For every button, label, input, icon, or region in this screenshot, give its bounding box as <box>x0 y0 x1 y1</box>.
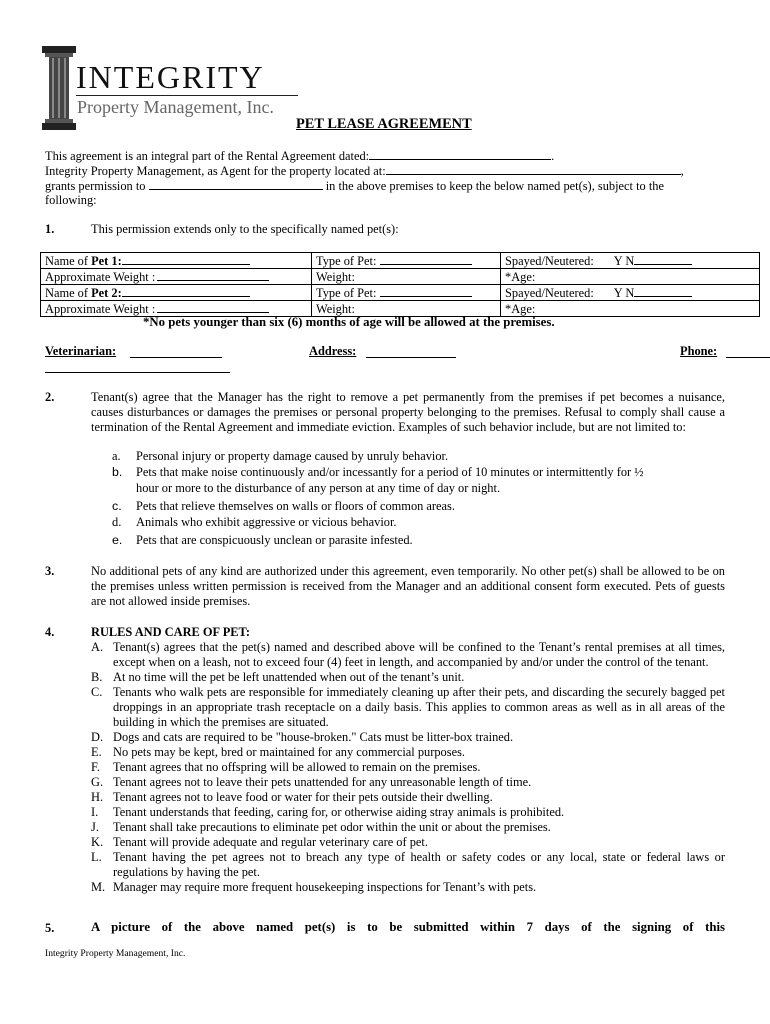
section-5-number: 5. <box>45 921 55 935</box>
rule-item <box>91 640 725 670</box>
label: Name of <box>45 286 92 300</box>
item-text: Tenant(s) agrees that the pet(s) named and described above will be confined to the Tenant’s rental premises at all times, except when on a leash, not to exceed four (4) feet in length, and accompanied by and/or under the control of the tenant. <box>113 640 725 669</box>
pet-1-name-field[interactable] <box>122 253 250 265</box>
pet-1-approx-weight-field[interactable] <box>157 269 269 281</box>
intro-punct-2: , <box>680 164 684 178</box>
logo-subtitle: Property Management, Inc. <box>77 97 274 117</box>
item-text: Pets that make noise continuously and/or incessantly for a period of 10 minutes or intermittently for ½ <box>136 465 644 479</box>
rule-item <box>91 775 725 790</box>
pet-2-spayed-cell[interactable] <box>501 285 760 301</box>
section-5-text: A picture of the above named pet(s) is to be submitted within 7 days of the signing of this <box>91 920 725 934</box>
item-text: Animals who exhibit aggressive or vicious behavior. <box>136 515 397 529</box>
yn-options[interactable]: Y N <box>613 286 635 300</box>
pet-1-age-cell[interactable] <box>501 269 760 285</box>
vet-line-3[interactable] <box>726 357 770 358</box>
item-letter: d. <box>112 515 122 529</box>
list-item-continued <box>112 481 732 499</box>
intro-text-3b: in the above premises to keep the below named pet(s), subject to the <box>325 179 664 193</box>
pet-1-type-field[interactable] <box>380 253 472 265</box>
rule-item <box>91 760 725 775</box>
section-2-list <box>112 449 732 549</box>
section-3-number: 3. <box>45 564 55 578</box>
item-letter: F. <box>91 760 100 774</box>
pet-1-approx-weight-cell[interactable] <box>41 269 312 285</box>
label-bold: Pet 1: <box>91 254 122 268</box>
label: Weight: <box>316 269 355 284</box>
label: Approximate Weight : <box>45 302 156 316</box>
pet-1-spayed-cell[interactable] <box>501 253 760 269</box>
age-restriction-note: *No pets younger than six (6) months of age will be allowed at the premises. <box>143 315 555 329</box>
intro-text-2: Integrity Property Management, as Agent for the property located at: <box>45 164 386 178</box>
rental-date-field[interactable] <box>369 148 551 160</box>
label: Type of Pet: <box>316 286 377 300</box>
yn-options[interactable]: Y N <box>613 254 635 268</box>
label: *Age: <box>505 269 536 284</box>
pet-1-type-cell[interactable] <box>312 253 501 269</box>
section-1-number: 1. <box>45 222 55 236</box>
phone-label: Phone: <box>680 344 718 358</box>
intro-text-3a: grants permission to <box>45 179 146 193</box>
item-text: Personal injury or property damage caused by unruly behavior. <box>136 449 449 463</box>
logo-wordmark: INTEGRITY <box>76 59 265 95</box>
rule-item <box>91 880 725 895</box>
label: Approximate Weight : <box>45 270 156 284</box>
item-letter: C. <box>91 685 103 699</box>
item-letter: K. <box>91 835 104 849</box>
item-text: Tenant understands that feeding, caring for, or otherwise aiding stray animals is prohibited. <box>113 805 565 819</box>
label: Weight: <box>316 301 355 316</box>
footer-company: Integrity Property Management, Inc. <box>45 948 186 959</box>
item-letter: E. <box>91 745 102 759</box>
pet-2-name-row <box>41 285 760 301</box>
pet-1-weight-cell[interactable] <box>312 269 501 285</box>
rule-item <box>91 835 725 850</box>
item-text: Dogs and cats are required to be "house-broken." Cats must be litter-box trained. <box>113 730 514 744</box>
item-text: Tenant agrees not to leave their pets unattended for any unreasonable length of time. <box>113 775 532 789</box>
item-letter: B. <box>91 670 103 684</box>
item-text: hour or more to the disturbance of any person at any time of day or night. <box>136 481 501 495</box>
item-letter: e. <box>112 533 123 547</box>
company-logo <box>40 44 300 134</box>
pet-1-name-cell[interactable] <box>41 253 312 269</box>
item-letter: J. <box>91 820 99 834</box>
item-text: Tenants who walk pets are responsible for immediately cleaning up after their pets, and discarding the securely bagged pet droppings in an appropriate trash receptacle on a daily basis. This applies to common areas as well as in all areas of the building in which the premises are situated. <box>113 685 725 729</box>
list-item <box>112 515 732 533</box>
label: *Age: <box>505 301 536 316</box>
column-icon <box>40 44 80 132</box>
address-label: Address: <box>309 344 357 358</box>
rule-item <box>91 745 725 760</box>
pet-2-spayed-field[interactable] <box>634 285 692 297</box>
item-text: Pets that relieve themselves on walls or floors of common areas. <box>136 499 455 513</box>
pet-2-type-field[interactable] <box>380 285 472 297</box>
intro-text-1: This agreement is an integral part of the Rental Agreement dated: <box>45 149 370 163</box>
tenant-name-field[interactable] <box>149 178 323 190</box>
pet-info-table <box>40 252 760 317</box>
item-text: No pets may be kept, bred or maintained for any commercial purposes. <box>113 745 465 759</box>
rule-item <box>91 670 725 685</box>
rule-item <box>91 850 725 880</box>
list-item <box>112 499 732 515</box>
pet-2-approx-weight-field[interactable] <box>157 301 269 313</box>
item-text: At no time will the pet be left unattended when out of the tenant’s unit. <box>113 670 465 684</box>
item-text: Pets that are conspicuously unclean or parasite infested. <box>136 533 413 547</box>
pet-2-type-cell[interactable] <box>312 285 501 301</box>
list-item <box>112 533 732 549</box>
item-letter: L. <box>91 850 102 864</box>
page-title: PET LEASE AGREEMENT <box>296 116 472 132</box>
section-4-heading: RULES AND CARE OF PET: <box>91 625 251 639</box>
label: Spayed/Neutered: <box>505 254 594 268</box>
vet-line-1[interactable] <box>130 357 222 358</box>
intro-punct-1: . <box>551 149 555 163</box>
rule-item <box>91 685 725 730</box>
vet-line-4[interactable] <box>45 372 230 373</box>
section-4-list <box>91 640 725 895</box>
intro-line-4: following: <box>45 193 97 207</box>
pet-2-name-field[interactable] <box>122 285 250 297</box>
item-letter: I. <box>91 805 99 819</box>
section-1-text: This permission extends only to the specifically named pet(s): <box>91 222 399 236</box>
section-2-text: Tenant(s) agree that the Manager has the right to remove a pet permanently from the premises if pet becomes a nuisance, causes disturbances or damages the premises or personal property belonging to the premises. Refusal to comply shall cause a termination of the Rental Agreement and immediate eviction. Examples of such behavior include, but are not limited to: <box>91 390 725 434</box>
list-item <box>112 465 732 481</box>
intro-line-2 <box>45 163 684 179</box>
item-text: Tenant agrees that no offspring will be allowed to remain on the premises. <box>113 760 481 774</box>
section-3-text: No additional pets of any kind are authorized under this agreement, even temporarily. No other pet(s) shall be allowed to be on the premises unless written permission is received from the Manager and an additional consent form executed. Pets of guests are not allowed inside premises. <box>91 564 725 608</box>
section-2-number: 2. <box>45 390 55 404</box>
item-text: Manager may require more frequent housekeeping inspections for Tenant’s with pets. <box>113 880 537 894</box>
label: Name of <box>45 254 92 268</box>
rule-item <box>91 805 725 820</box>
vet-line-2[interactable] <box>366 357 456 358</box>
label-bold: Pet 2: <box>91 286 122 300</box>
item-text: Tenant shall take precautions to eliminate pet odor within the unit or about the premises. <box>113 820 551 834</box>
label: Spayed/Neutered: <box>505 286 594 300</box>
item-text: Tenant agrees not to leave food or water for their pets outside their dwelling. <box>113 790 493 804</box>
item-letter: c. <box>112 499 122 513</box>
list-item <box>112 449 732 465</box>
item-letter: D. <box>91 730 104 744</box>
label: Type of Pet: <box>316 254 377 268</box>
logo-rule <box>76 95 298 96</box>
rule-item <box>91 790 725 805</box>
pet-2-name-cell[interactable] <box>41 285 312 301</box>
rule-item <box>91 730 725 745</box>
rule-item <box>91 820 725 835</box>
item-letter: a. <box>112 449 121 463</box>
property-address-field[interactable] <box>386 163 681 175</box>
item-text: Tenant having the pet agrees not to breach any type of health or safety codes or any local, state or federal laws or regulations by having the pet. <box>113 850 725 879</box>
pet-1-spayed-field[interactable] <box>634 253 692 265</box>
pet-1-name-row <box>41 253 760 269</box>
item-letter: G. <box>91 775 104 789</box>
intro-line-3 <box>45 178 664 194</box>
section-4-number: 4. <box>45 625 55 639</box>
item-text: Tenant will provide adequate and regular veterinary care of pet. <box>113 835 428 849</box>
item-letter: A. <box>91 640 104 654</box>
item-letter: b. <box>112 465 123 479</box>
intro-line-1 <box>45 148 554 164</box>
veterinarian-label: Veterinarian: <box>45 344 117 358</box>
pet-1-weight-row <box>41 269 760 285</box>
item-letter: M. <box>91 880 106 894</box>
item-letter: H. <box>91 790 104 804</box>
